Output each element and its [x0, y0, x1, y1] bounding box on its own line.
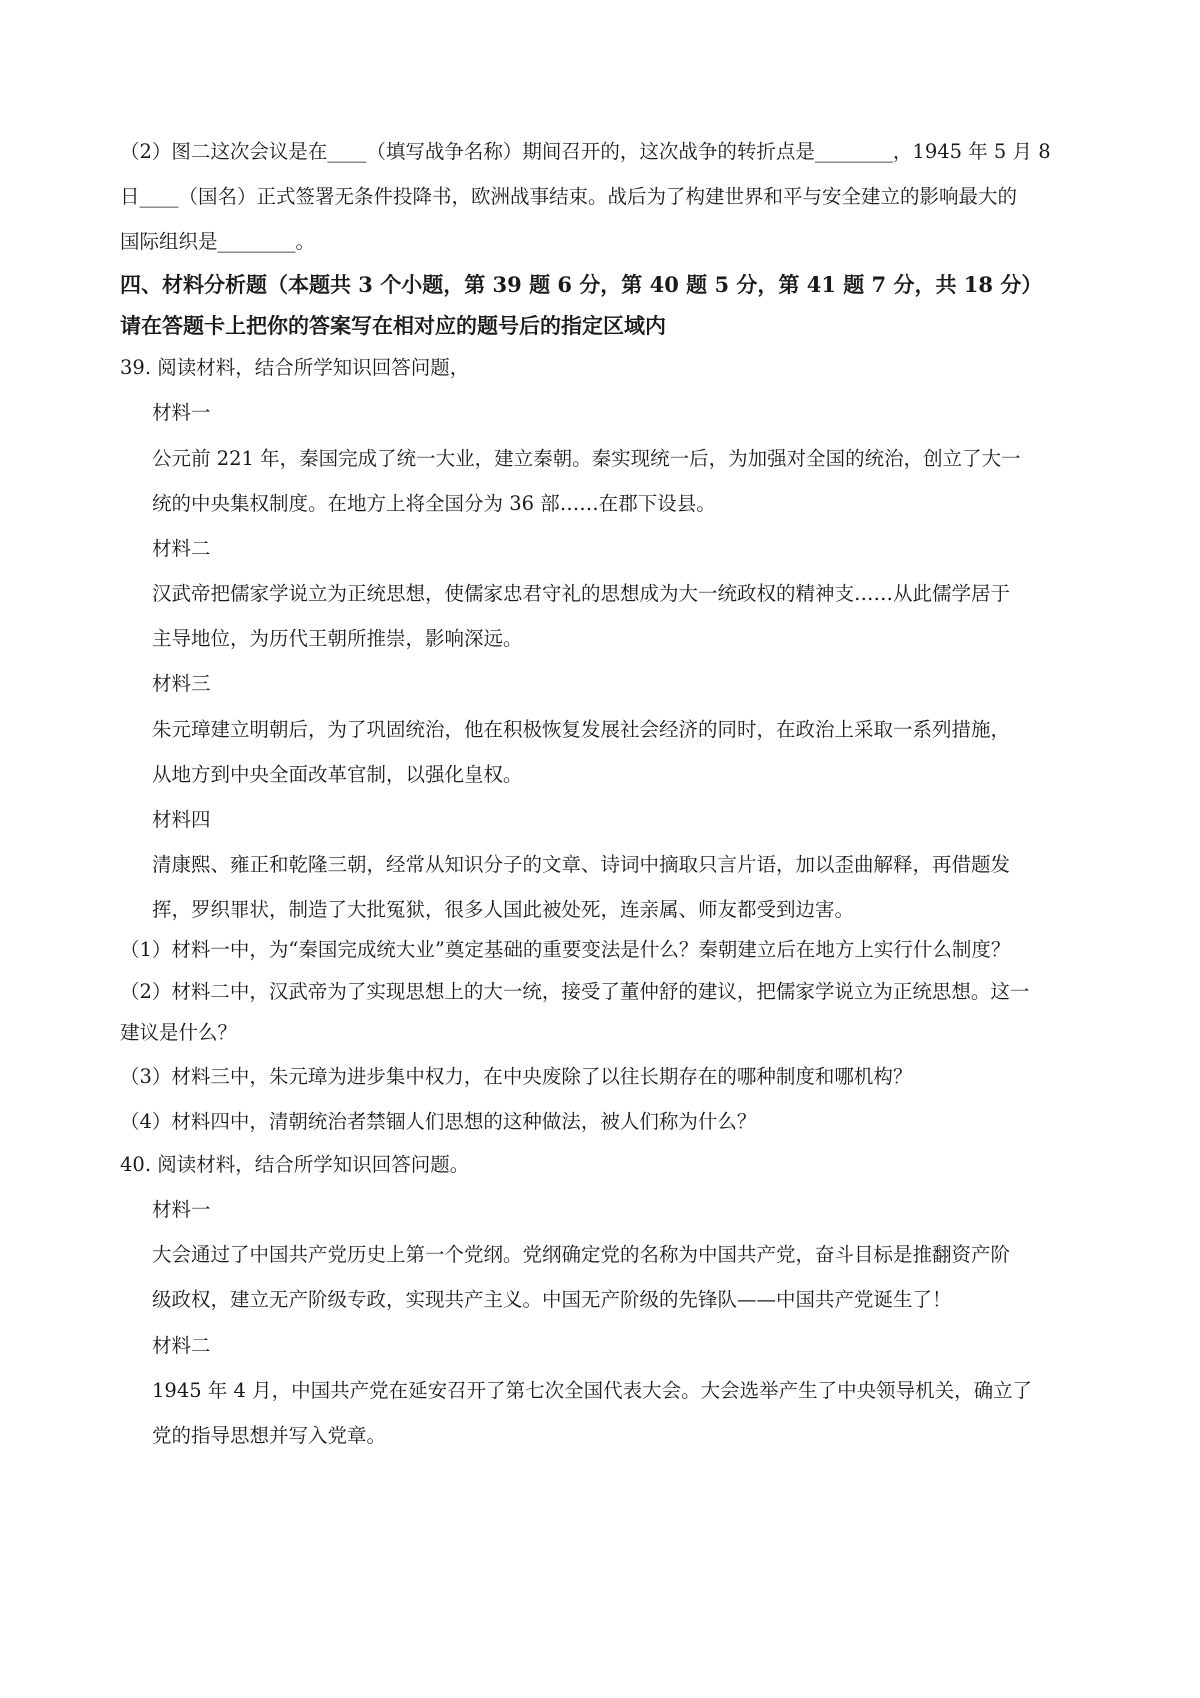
q39-material-1-title: 材料一 [152, 401, 211, 424]
q40-material-2-title: 材料二 [152, 1334, 211, 1357]
q40-material-2-line-1: 1945 年 4 月，中国共产党在延安召开了第七次全国代表大会。大会选举产生了中央领导机关，确立了 [152, 1379, 1033, 1402]
q38-2-line-3: 国际组织是________。 [120, 230, 316, 253]
q39-intro: 39. 阅读材料，结合所学知识回答问题， [120, 356, 470, 379]
q39-material-3-line-1: 朱元璋建立明朝后，为了巩固统治，他在积极恢复发展社会经济的同时，在政治上采取一系列措施， [152, 718, 1011, 741]
q39-material-3-title: 材料三 [152, 672, 211, 695]
q39-material-2-title: 材料二 [152, 537, 211, 560]
section-4-heading: 四、材料分析题（本题共 3 个小题，第 39 题 6 分，第 40 题 5 分，第 41 题 7 分，共 18 分） [120, 272, 1043, 297]
q40-material-2-line-2: 党的指导思想并写入党章。 [152, 1424, 387, 1447]
q39-subquestion-2-line-1: （2）材料二中，汉武帝为了实现思想上的大一统，接受了董仲舒的建议，把儒家学说立为正统思想。这一 [120, 980, 1030, 1003]
section-4-instruction: 请在答题卡上把你的答案写在相对应的题号后的指定区域内 [120, 313, 666, 338]
q39-material-4-line-2: 挥，罗织罪状，制造了大批冤狱，很多人国此被处死，连亲属、师友都受到边害。 [152, 898, 855, 921]
q38-2-line-2: 日____（国名）正式签署无条件投降书，欧洲战事结束。战后为了构建世界和平与安全建立的影响最大的 [120, 185, 1018, 208]
q40-material-1-title: 材料一 [152, 1198, 211, 1221]
q39-material-4-title: 材料四 [152, 808, 211, 831]
q39-material-2-line-1: 汉武帝把儒家学说立为正统思想，使儒家忠君守礼的思想成为大一统政权的精神支……从此儒学居于 [152, 582, 1011, 605]
q39-material-1-line-1: 公元前 221 年，秦国完成了统一大业，建立秦朝。秦实现统一后，为加强对全国的统治，创立了大一 [152, 447, 1021, 470]
q39-material-2-line-2: 主导地位，为历代王朝所推崇，影响深远。 [152, 627, 523, 650]
q39-subquestion-1: （1）材料一中，为“秦国完成统大业”奠定基础的重要变法是什么？秦朝建立后在地方上实行什么制度？ [120, 938, 1011, 961]
q40-intro: 40. 阅读材料，结合所学知识回答问题。 [120, 1153, 470, 1176]
q39-material-1-line-2: 统的中央集权制度。在地方上将全国分为 36 部……在郡下设县。 [152, 492, 716, 515]
q40-material-1-line-1: 大会通过了中国共产党历史上第一个党纲。党纲确定党的名称为中国共产党，奋斗目标是推翻资产阶 [152, 1243, 1011, 1266]
q39-subquestion-3: （3）材料三中，朱元璋为进步集中权力，在中央废除了以往长期存在的哪种制度和哪机构？ [120, 1065, 913, 1088]
q39-material-4-line-1: 清康熙、雍正和乾隆三朝，经常从知识分子的文章、诗词中摘取只言片语，加以歪曲解释，再借题发 [152, 853, 1011, 876]
q40-material-1-line-2: 级政权，建立无产阶级专政，实现共产主义。中国无产阶级的先锋队——中国共产党诞生了！ [152, 1288, 952, 1311]
q39-subquestion-4: （4）材料四中，清朝统治者禁锢人们思想的这种做法，被人们称为什么？ [120, 1110, 757, 1133]
q39-subquestion-2-line-2: 建议是什么？ [120, 1021, 238, 1044]
q39-material-3-line-2: 从地方到中央全面改革官制，以强化皇权。 [152, 763, 523, 786]
q38-2-line-1: （2）图二这次会议是在____（填写战争名称）期间召开的，这次战争的转折点是________，1945 年 5 月 8 [120, 140, 1051, 163]
